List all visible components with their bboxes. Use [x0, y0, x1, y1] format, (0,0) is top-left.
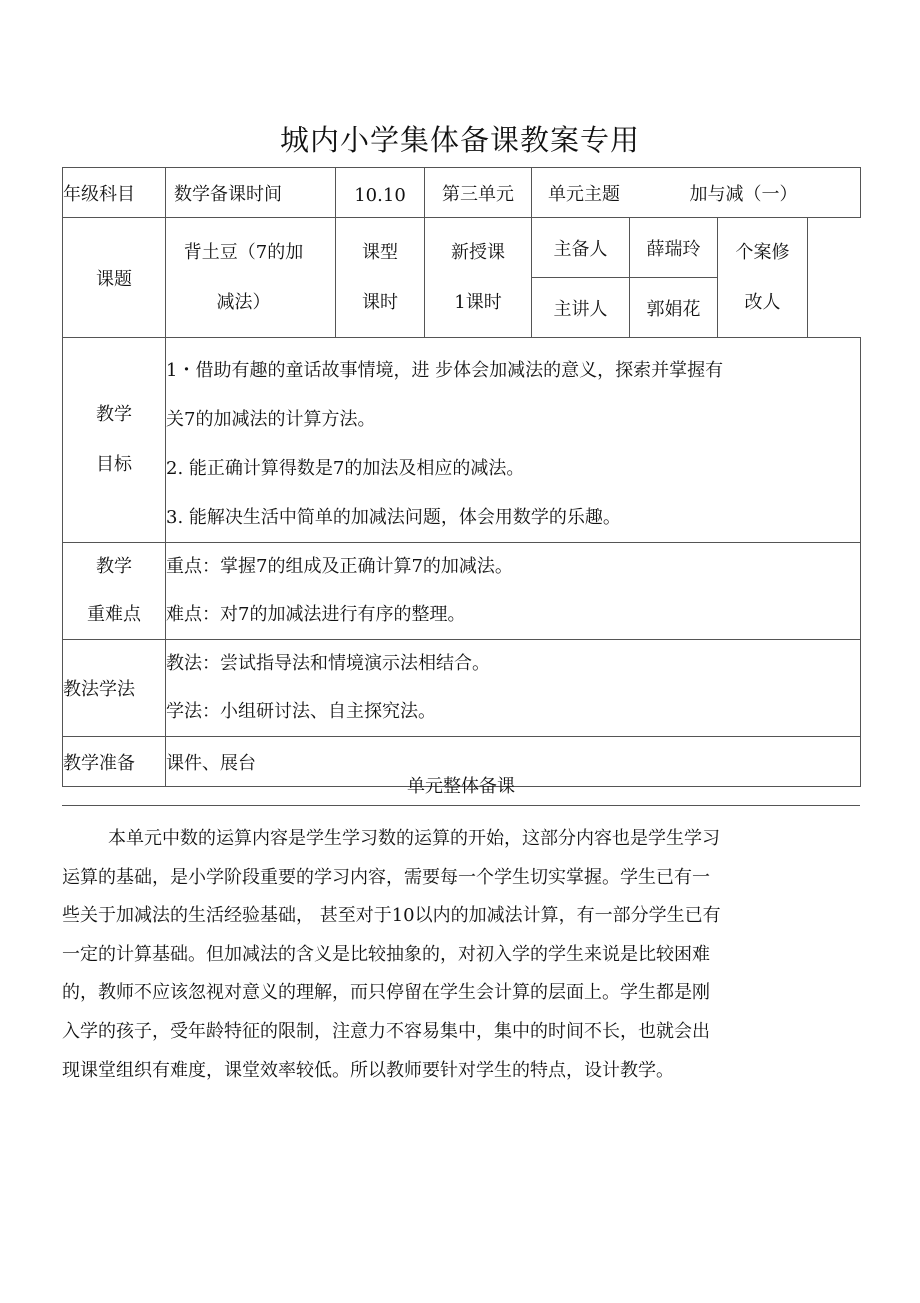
type-hours-label-cell — [336, 218, 425, 338]
preparation-label: 教学准备 — [63, 737, 166, 787]
unit-section-heading: 单元整体备课 — [62, 775, 860, 806]
lecturer-label: 主讲人 — [532, 278, 630, 338]
lesson-title-line2: 减法） — [216, 291, 271, 313]
methods-content — [166, 640, 861, 737]
subject-prep-time-label: 数学备课时间 — [166, 168, 336, 218]
paragraph-line: 现课堂组织有难度，课堂效率较低。所以教师要针对学生的特点，设计教学。 — [62, 1059, 674, 1081]
methods-label: 教法学法 — [63, 640, 166, 737]
document-title: 城内小学集体备课教案专用 — [279, 123, 640, 157]
key-points-content — [166, 543, 861, 640]
lesson-label: 课题 — [63, 218, 166, 338]
key-points-label-line2: 重难点 — [87, 604, 141, 625]
goal-line: 关7的加减法的计算方法。 — [166, 409, 376, 430]
hours-value: 1课时 — [454, 291, 502, 313]
lesson-title-cell — [166, 218, 336, 338]
learning-method-text: 学法：小组研讨法、自主探究法。 — [166, 701, 436, 722]
table-row — [63, 640, 861, 737]
difficulty-text: 难点：对7的加减法进行有序的整理。 — [166, 604, 466, 625]
table-row — [63, 543, 861, 640]
key-point-text: 重点：掌握7的组成及正确计算7的加减法。 — [166, 556, 513, 577]
grade-subject-label: 年级科目 — [63, 168, 166, 218]
lesson-title-line1: 背土豆（7的加 — [183, 241, 304, 263]
table-row — [63, 218, 861, 278]
goals-content — [166, 338, 861, 543]
preparation-value: 课件、展台 — [166, 737, 861, 787]
goals-label-cell — [63, 338, 166, 543]
prep-time-value: 10.10 — [336, 168, 425, 218]
reviser-value — [808, 218, 861, 338]
paragraph-line: 运算的基础，是小学阶段重要的学习内容，需要每一个学生切实掌握。学生已有一 — [62, 866, 710, 888]
hours-label: 课时 — [362, 291, 398, 313]
unit-theme-cell — [532, 168, 861, 218]
type-value: 新授课 — [451, 241, 505, 263]
reviser-label-line1: 个案修 — [735, 241, 790, 263]
paragraph-line: 入学的孩子，受年龄特征的限制，注意力不容易集中，集中的时间不长，也就会出 — [62, 1020, 710, 1042]
reviser-label-line2: 改人 — [744, 291, 781, 313]
goals-label-line1: 教学 — [96, 404, 132, 425]
unit-theme-value: 加与减（一） — [689, 183, 798, 205]
unit-section-paragraph — [62, 820, 782, 1090]
key-points-label-line1: 教学 — [96, 556, 132, 577]
lead-prep-label: 主备人 — [532, 218, 630, 278]
type-label: 课型 — [362, 241, 398, 263]
unit-cell: 第三单元 — [425, 168, 532, 218]
teaching-method-text: 教法：尝试指导法和情境演示法相结合。 — [166, 653, 490, 674]
table-row — [63, 168, 861, 218]
goal-line: 2. 能正确计算得数是7的加法及相应的减法。 — [166, 458, 525, 479]
goals-label-line2: 目标 — [96, 454, 132, 475]
paragraph-line: 一定的计算基础。但加减法的含义是比较抽象的，对初入学的学生来说是比较困难 — [62, 943, 710, 965]
type-hours-value-cell — [425, 218, 532, 338]
goal-line: 1・借助有趣的童话故事情境，进 步体会加减法的意义，探索并掌握有 — [166, 360, 724, 381]
lesson-plan-table — [62, 167, 861, 787]
paragraph-line: 些关于加减法的生活经验基础， 甚至对于10以内的加减法计算，有一部分学生已有 — [62, 905, 721, 927]
paragraph-line: 本单元中数的运算内容是学生学习数的运算的开始，这部分内容也是学生学习 — [108, 828, 720, 849]
lead-prep-name: 薛瑞玲 — [630, 218, 718, 278]
reviser-label-cell — [718, 218, 808, 338]
goal-line: 3. 能解决生活中简单的加减法问题，体会用数学的乐趣。 — [166, 507, 621, 528]
paragraph-line: 的，教师不应该忽视对意义的理解，而只停留在学生会计算的层面上。学生都是刚 — [62, 982, 710, 1004]
key-points-label-cell — [63, 543, 166, 640]
lecturer-name: 郭娟花 — [630, 278, 718, 338]
unit-theme-label: 单元主题 — [548, 183, 620, 205]
table-row — [63, 338, 861, 543]
